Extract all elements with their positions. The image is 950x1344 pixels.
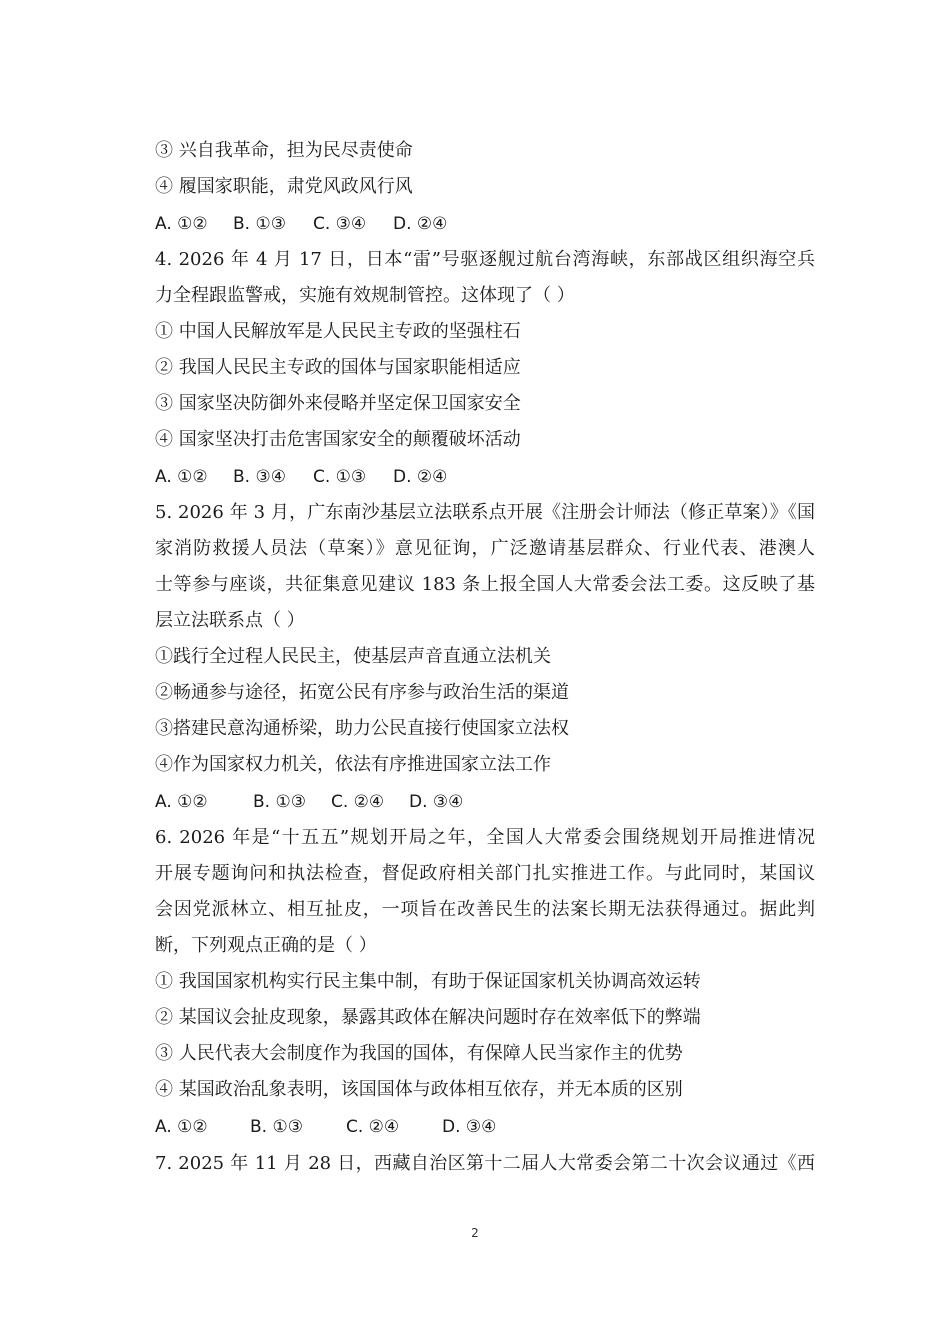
- q3-option-a: A. ①②: [155, 214, 208, 234]
- q5-option-d: D. ③④: [409, 792, 464, 812]
- q6-stem-line-3: 会因党派林立、相互扯皮，一项旨在改善民生的法案长期无法获得通过。据此判: [155, 899, 815, 920]
- q4-option-c: C. ①③: [313, 467, 367, 487]
- q4-option-b: B. ③④: [233, 467, 286, 487]
- q5-stem-line-2: 家消防救援人员法（草案）》意见征询，广泛邀请基层群众、行业代表、港澳人: [155, 538, 815, 559]
- q5-options: [155, 790, 463, 814]
- q6-option-c: C. ②④: [346, 1117, 400, 1137]
- q5-stem-line-3: 士等参与座谈，共征集意见建议 183 条上报全国人大常委会法工委。这反映了基: [155, 574, 815, 595]
- q5-option-c: C. ②④: [331, 792, 385, 812]
- q4-stem-line-2: 力全程跟监警戒，实施有效规制管控。这体现了（ ）: [155, 285, 575, 306]
- q7-stem-line-1: 7. 2025 年 11 月 28 日，西藏自治区第十二届人大常委会第二十次会议通过《西: [155, 1153, 815, 1174]
- q5-item-1: ①践行全过程人民民主，使基层声音直通立法机关: [155, 646, 551, 667]
- q4-item-1: ① 中国人民解放军是人民民主专政的坚强柱石: [155, 321, 521, 342]
- q3-options: [155, 212, 447, 236]
- q3-option-d: D. ②④: [393, 214, 448, 234]
- q5-option-b: B. ①③: [253, 792, 306, 812]
- q6-item-1: ① 我国国家机构实行民主集中制，有助于保证国家机关协调高效运转: [155, 971, 701, 992]
- q4-item-4: ④ 国家坚决打击危害国家安全的颠覆破坏活动: [155, 429, 521, 450]
- q6-options: [155, 1115, 496, 1139]
- q6-option-d: D. ③④: [442, 1117, 497, 1137]
- q4-item-3: ③ 国家坚决防御外来侵略并坚定保卫国家安全: [155, 393, 521, 414]
- q3-option-c: C. ③④: [313, 214, 367, 234]
- q5-item-2: ②畅通参与途径，拓宽公民有序参与政治生活的渠道: [155, 682, 569, 703]
- q6-item-3: ③ 人民代表大会制度作为我国的国体，有保障人民当家作主的优势: [155, 1043, 683, 1064]
- q6-stem-line-2: 开展专题询问和执法检查，督促政府相关部门扎实推进工作。与此同时，某国议: [155, 863, 815, 884]
- q6-option-a: A. ①②: [155, 1117, 208, 1137]
- q3-item-3: ③ 兴自我革命，担为民尽责使命: [155, 140, 413, 161]
- q4-stem-line-1: 4. 2026 年 4 月 17 日，日本“雷”号驱逐舰过航台湾海峡，东部战区组织海空兵: [155, 249, 815, 270]
- q6-stem-line-1: 6. 2026 年是“十五五”规划开局之年，全国人大常委会围绕规划开局推进情况: [155, 827, 815, 848]
- q6-item-4: ④ 某国政治乱象表明，该国国体与政体相互依存，并无本质的区别: [155, 1079, 683, 1100]
- q5-option-a: A. ①②: [155, 792, 208, 812]
- q4-item-2: ② 我国人民民主专政的国体与国家职能相适应: [155, 357, 521, 378]
- q5-item-4: ④作为国家权力机关，依法有序推进国家立法工作: [155, 754, 551, 775]
- q4-option-d: D. ②④: [393, 467, 448, 487]
- q6-item-2: ② 某国议会扯皮现象，暴露其政体在解决问题时存在效率低下的弊端: [155, 1007, 701, 1028]
- q3-item-4: ④ 履国家职能，肃党风政风行风: [155, 176, 413, 197]
- q5-stem-line-1: 5. 2026 年 3 月，广东南沙基层立法联系点开展《注册会计师法（修正草案）》《国: [155, 502, 815, 523]
- q3-option-b: B. ①③: [233, 214, 286, 234]
- q5-stem-line-4: 层立法联系点（ ）: [155, 610, 305, 631]
- q4-option-a: A. ①②: [155, 467, 208, 487]
- q6-option-b: B. ①③: [250, 1117, 303, 1137]
- q6-stem-line-4: 断，下列观点正确的是（ ）: [155, 935, 377, 956]
- q5-item-3: ③搭建民意沟通桥梁，助力公民直接行使国家立法权: [155, 718, 569, 739]
- page-number: 2: [471, 1226, 479, 1240]
- q4-options: [155, 465, 447, 489]
